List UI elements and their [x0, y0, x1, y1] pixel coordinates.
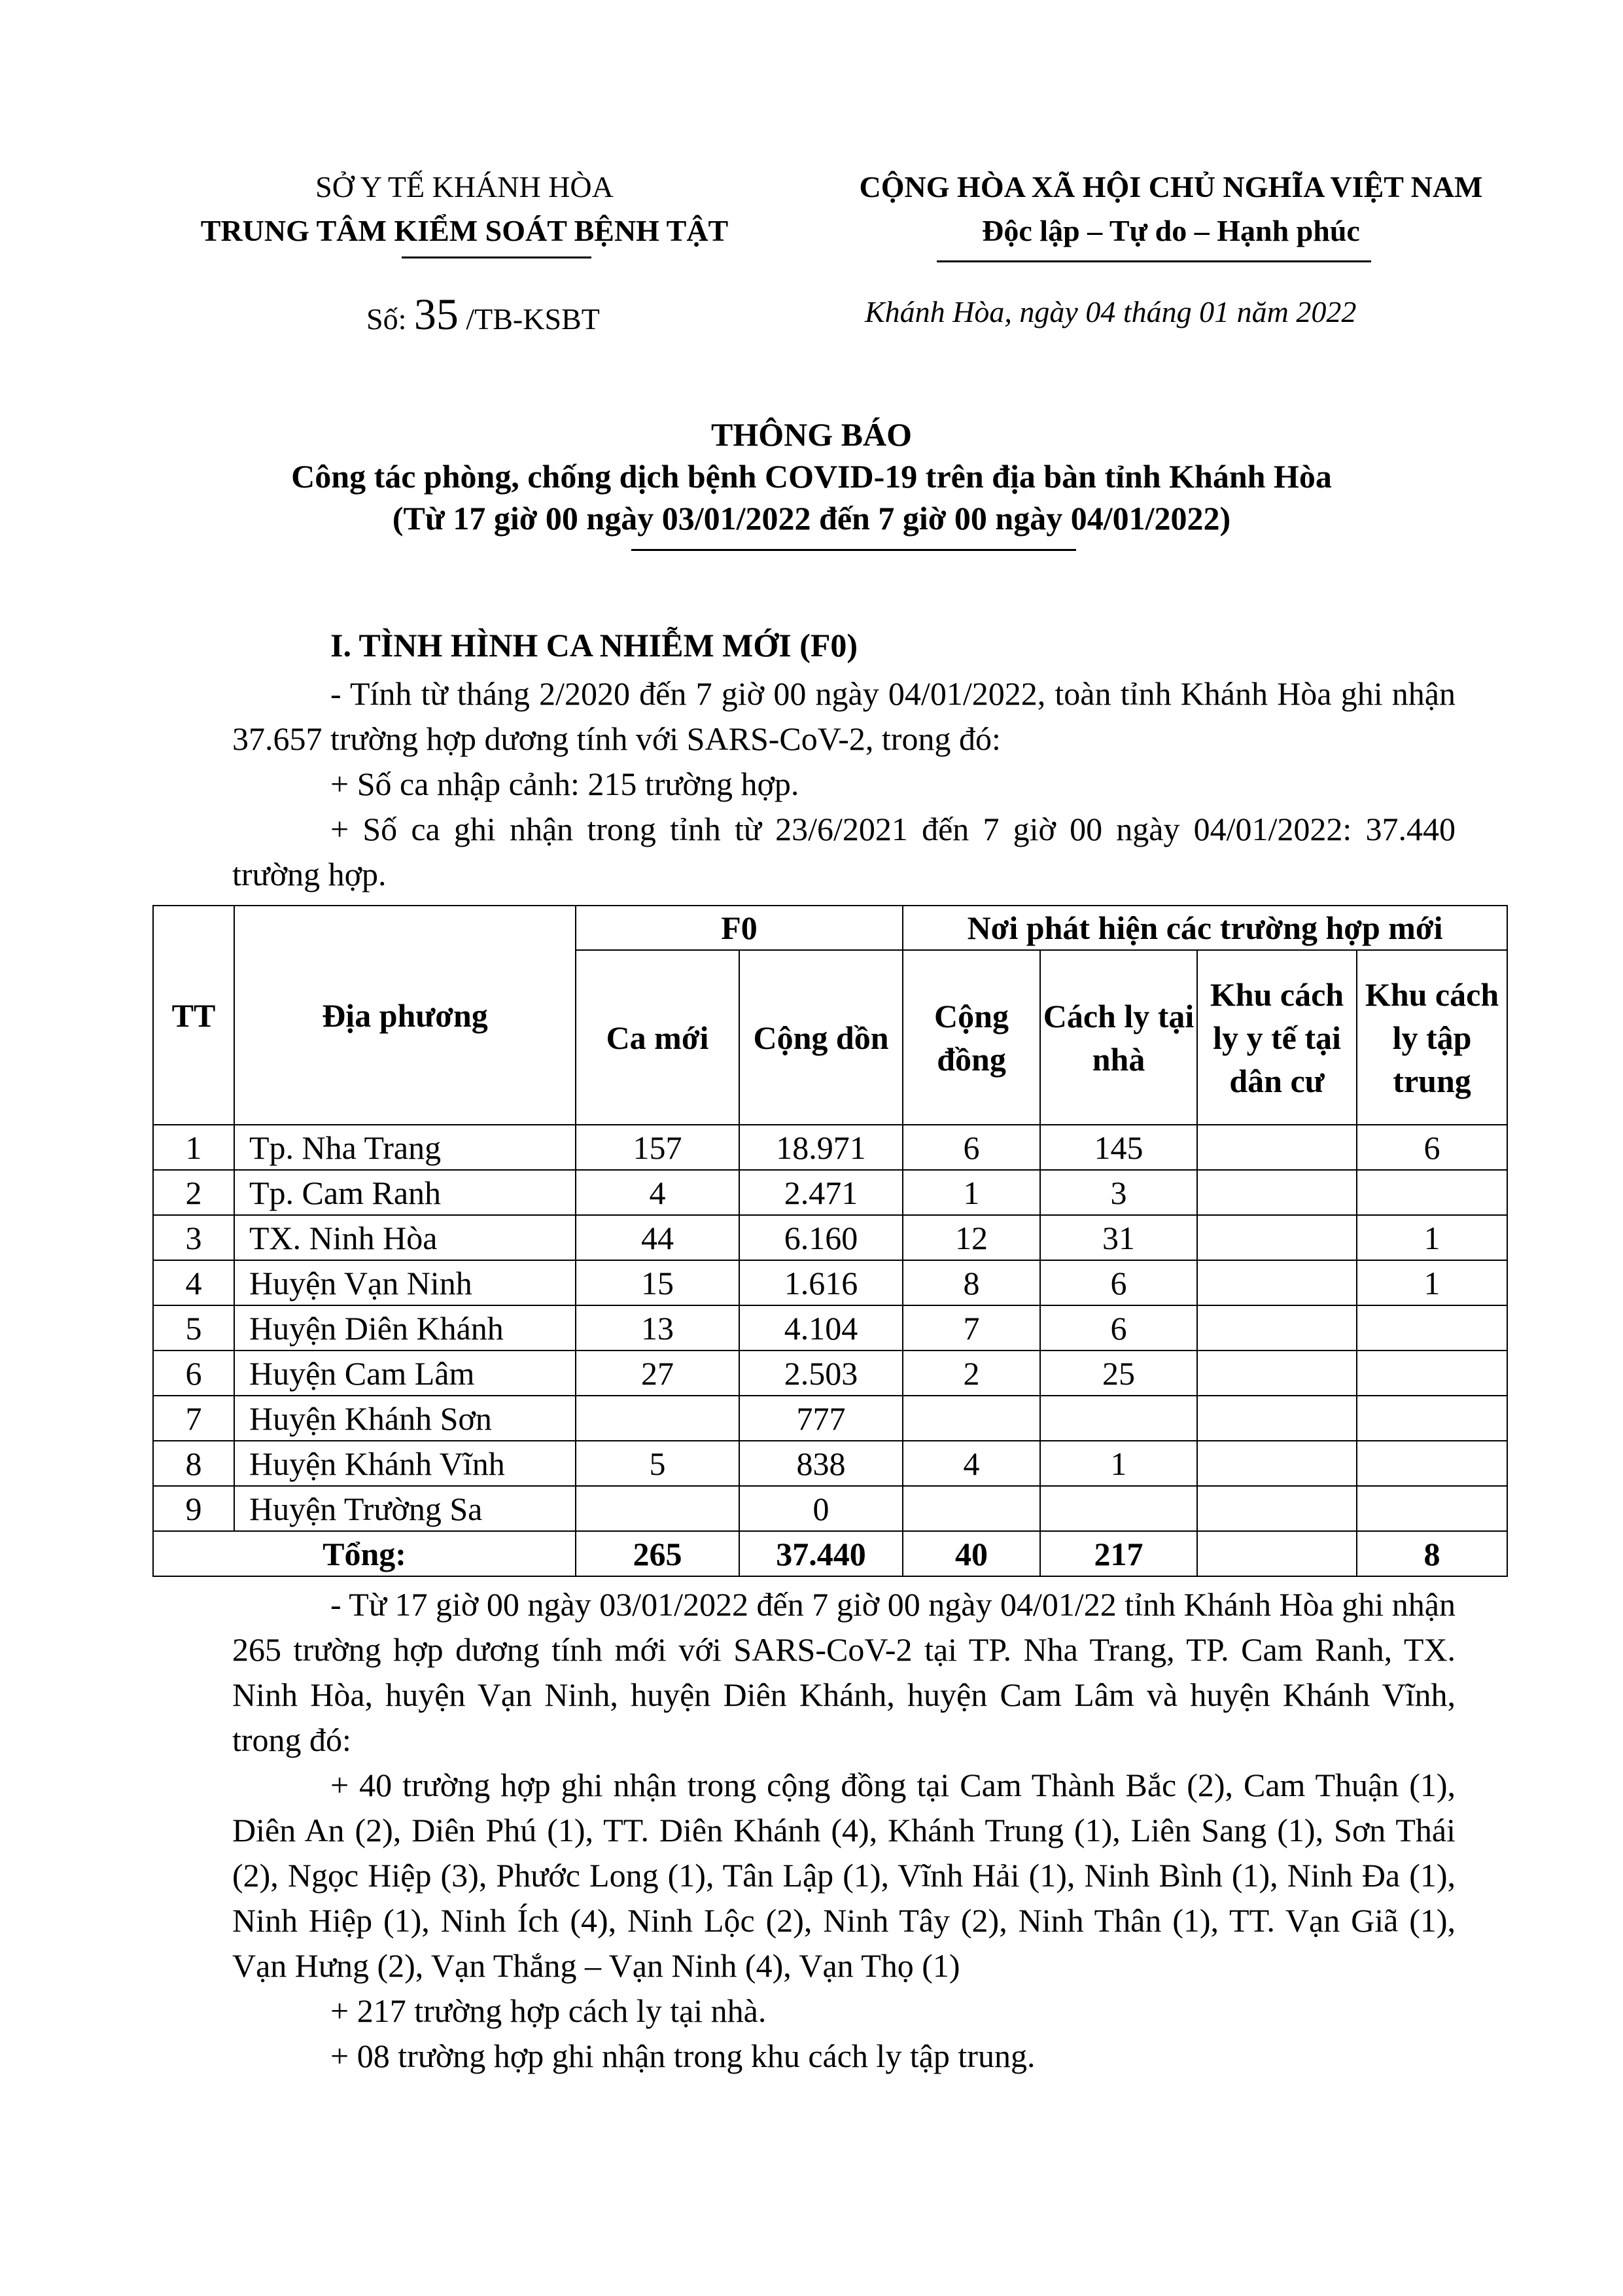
cell-new: 5 — [576, 1441, 739, 1486]
cell-cumulative: 2.503 — [739, 1351, 903, 1396]
cell-tt: 4 — [153, 1260, 234, 1305]
cell-tt: 8 — [153, 1441, 234, 1486]
cell-locality: Huyện Cam Lâm — [234, 1351, 576, 1396]
agency-underline — [402, 256, 591, 258]
cell-cumulative: 18.971 — [739, 1125, 903, 1170]
cell-residential — [1197, 1441, 1357, 1486]
col-header-new-cases: Ca mới — [576, 950, 739, 1125]
cell-centralized — [1357, 1170, 1507, 1215]
cell-community: 8 — [903, 1260, 1040, 1305]
table-row — [153, 1215, 1507, 1260]
cell-residential — [1197, 1215, 1357, 1260]
cell-community: 1 — [903, 1170, 1040, 1215]
section2-paragraph-1: - Từ 17 giờ 00 ngày 03/01/2022 đến 7 giờ 00 ngày 04/01/22 tỉnh Khánh Hòa ghi nhận 265 trường hợp dương tính mới với SARS-CoV-2 tại TP. Nha Trang, TP. Cam Ranh, TX. Ninh Hòa, huyện Vạn Ninh, huyện Diên Khánh, huyện Cam Lâm và huyện Khánh Vĩnh, trong đó: — [232, 1586, 1456, 1758]
number-value: 35 — [413, 289, 459, 339]
agency-parent: SỞ Y TẾ KHÁNH HÒA — [315, 170, 614, 203]
section2-paragraph-2: + 40 trường hợp ghi nhận trong cộng đồng tại Cam Thành Bắc (2), Cam Thuận (1), Diên An (2), Diên Phú (1), TT. Diên Khánh (4), Khánh Trung (1), Liên Sang (1), Sơn Thái (2), Ngọc Hiệp (3), Phước Long (1), Tân Lập (1), Vĩnh Hải (1), Ninh Bình (1), Ninh Đa (1), Ninh Hiệp (1), Ninh Ích (4), Ninh Lộc (2), Ninh Tây (2), Ninh Thân (1), TT. Vạn Giã (1), Vạn Hưng (2), Vạn Thắng – Vạn Ninh (4), Vạn Thọ (1) — [232, 1767, 1456, 1984]
col-header-cumulative: Cộng dồn — [739, 950, 903, 1125]
total-cumulative: 37.440 — [739, 1531, 903, 1576]
cell-residential — [1197, 1396, 1357, 1441]
cell-residential — [1197, 1305, 1357, 1351]
cell-home: 1 — [1040, 1441, 1197, 1486]
cell-tt: 2 — [153, 1170, 234, 1215]
cell-residential — [1197, 1486, 1357, 1531]
cell-community — [903, 1486, 1040, 1531]
section-heading: I. TÌNH HÌNH CA NHIỄM MỚI (F0) — [330, 627, 858, 663]
cell-tt: 5 — [153, 1305, 234, 1351]
cell-tt: 3 — [153, 1215, 234, 1260]
col-header-residential-quarantine: Khu cách ly y tế tại dân cư — [1197, 950, 1357, 1125]
col-header-home-isolation: Cách ly tại nhà — [1040, 950, 1197, 1125]
cell-new: 13 — [576, 1305, 739, 1351]
document-number — [366, 288, 600, 345]
cell-centralized: 1 — [1357, 1215, 1507, 1260]
cell-home: 6 — [1040, 1260, 1197, 1305]
cell-centralized — [1357, 1441, 1507, 1486]
col-header-f0: F0 — [576, 906, 903, 950]
cell-new: 15 — [576, 1260, 739, 1305]
motto-underline — [937, 260, 1371, 262]
cell-cumulative: 4.104 — [739, 1305, 903, 1351]
national-motto: Độc lập – Tự do – Hạnh phúc — [982, 214, 1360, 247]
national-title: CỘNG HÒA XÃ HỘI CHỦ NGHĨA VIỆT NAM — [859, 170, 1483, 203]
cell-centralized — [1357, 1486, 1507, 1531]
section2-paragraph-4: + 08 trường hợp ghi nhận trong khu cách ly tập trung. — [330, 2038, 1036, 2074]
cell-cumulative: 777 — [739, 1396, 903, 1441]
cell-cumulative: 0 — [739, 1486, 903, 1531]
table-row — [153, 1305, 1507, 1351]
cell-new — [576, 1486, 739, 1531]
cell-cumulative: 2.471 — [739, 1170, 903, 1215]
cell-home — [1040, 1486, 1197, 1531]
cell-locality: TX. Ninh Hòa — [234, 1215, 576, 1260]
cell-new: 4 — [576, 1170, 739, 1215]
cell-centralized — [1357, 1396, 1507, 1441]
cell-tt: 1 — [153, 1125, 234, 1170]
cell-home: 6 — [1040, 1305, 1197, 1351]
cell-community: 12 — [903, 1215, 1040, 1260]
notice-title: THÔNG BÁO — [711, 416, 912, 453]
table-total-row — [153, 1531, 1507, 1576]
cell-home: 145 — [1040, 1125, 1197, 1170]
cell-cumulative: 1.616 — [739, 1260, 903, 1305]
section1-paragraph-2: + Số ca nhập cảnh: 215 trường hợp. — [330, 766, 799, 802]
cell-tt: 7 — [153, 1396, 234, 1441]
cell-new: 27 — [576, 1351, 739, 1396]
col-header-community: Cộng đồng — [903, 950, 1040, 1125]
cell-tt: 9 — [153, 1486, 234, 1531]
cell-centralized — [1357, 1305, 1507, 1351]
table-row — [153, 1170, 1507, 1215]
col-header-centralized-quarantine: Khu cách ly tập trung — [1357, 950, 1507, 1125]
cell-centralized: 6 — [1357, 1125, 1507, 1170]
table-row — [153, 1486, 1507, 1531]
cell-locality: Tp. Cam Ranh — [234, 1170, 576, 1215]
cell-home: 31 — [1040, 1215, 1197, 1260]
cell-new: 44 — [576, 1215, 739, 1260]
place-date: Khánh Hòa, ngày 04 tháng 01 năm 2022 — [865, 295, 1357, 328]
cell-locality: Huyện Trường Sa — [234, 1486, 576, 1531]
cell-residential — [1197, 1351, 1357, 1396]
total-community: 40 — [903, 1531, 1040, 1576]
total-home: 217 — [1040, 1531, 1197, 1576]
cell-home: 3 — [1040, 1170, 1197, 1215]
cell-locality: Huyện Khánh Vĩnh — [234, 1441, 576, 1486]
section1-paragraph-3: + Số ca ghi nhận trong tỉnh từ 23/6/2021 đến 7 giờ 00 ngày 04/01/2022: 37.440 trường hợp. — [232, 811, 1456, 892]
cell-centralized — [1357, 1351, 1507, 1396]
notice-period: (Từ 17 giờ 00 ngày 03/01/2022 đến 7 giờ 00 ngày 04/01/2022) — [392, 500, 1231, 537]
cell-community: 4 — [903, 1441, 1040, 1486]
number-prefix: Số: — [366, 302, 407, 336]
section1-paragraph-1: - Tính từ tháng 2/2020 đến 7 giờ 00 ngày 04/01/2022, toàn tỉnh Khánh Hòa ghi nhận 37.657 trường hợp dương tính với SARS-CoV-2, trong đó: — [232, 675, 1456, 757]
cell-cumulative: 838 — [739, 1441, 903, 1486]
table-row — [153, 1125, 1507, 1170]
cell-community: 6 — [903, 1125, 1040, 1170]
col-header-locality: Địa phương — [234, 906, 576, 1125]
agency-name: TRUNG TÂM KIỂM SOÁT BỆNH TẬT — [200, 214, 729, 247]
cell-residential — [1197, 1260, 1357, 1305]
cell-new: 157 — [576, 1125, 739, 1170]
table-row — [153, 1441, 1507, 1486]
total-residential — [1197, 1531, 1357, 1576]
notice-subject: Công tác phòng, chống dịch bệnh COVID-19 trên địa bàn tỉnh Khánh Hòa — [291, 458, 1332, 495]
cell-locality: Huyện Khánh Sơn — [234, 1396, 576, 1441]
cell-community — [903, 1396, 1040, 1441]
total-new: 265 — [576, 1531, 739, 1576]
cell-community: 7 — [903, 1305, 1040, 1351]
cell-home: 25 — [1040, 1351, 1197, 1396]
cell-residential — [1197, 1170, 1357, 1215]
cell-residential — [1197, 1125, 1357, 1170]
cell-tt: 6 — [153, 1351, 234, 1396]
total-centralized: 8 — [1357, 1531, 1507, 1576]
col-header-detection-place: Nơi phát hiện các trường hợp mới — [903, 906, 1507, 950]
cases-table — [152, 905, 1508, 1577]
section2-paragraph-3: + 217 trường hợp cách ly tại nhà. — [330, 1992, 767, 2029]
table-row — [153, 1351, 1507, 1396]
col-header-tt: TT — [153, 906, 234, 1125]
total-label: Tổng: — [153, 1531, 576, 1576]
table-row — [153, 1396, 1507, 1441]
cell-community: 2 — [903, 1351, 1040, 1396]
cell-locality: Huyện Vạn Ninh — [234, 1260, 576, 1305]
table-row — [153, 1260, 1507, 1305]
cell-centralized: 1 — [1357, 1260, 1507, 1305]
cell-locality: Tp. Nha Trang — [234, 1125, 576, 1170]
cell-home — [1040, 1396, 1197, 1441]
cell-cumulative: 6.160 — [739, 1215, 903, 1260]
title-underline — [631, 549, 1076, 551]
cell-new — [576, 1396, 739, 1441]
number-suffix: /TB-KSBT — [466, 302, 600, 336]
cell-locality: Huyện Diên Khánh — [234, 1305, 576, 1351]
